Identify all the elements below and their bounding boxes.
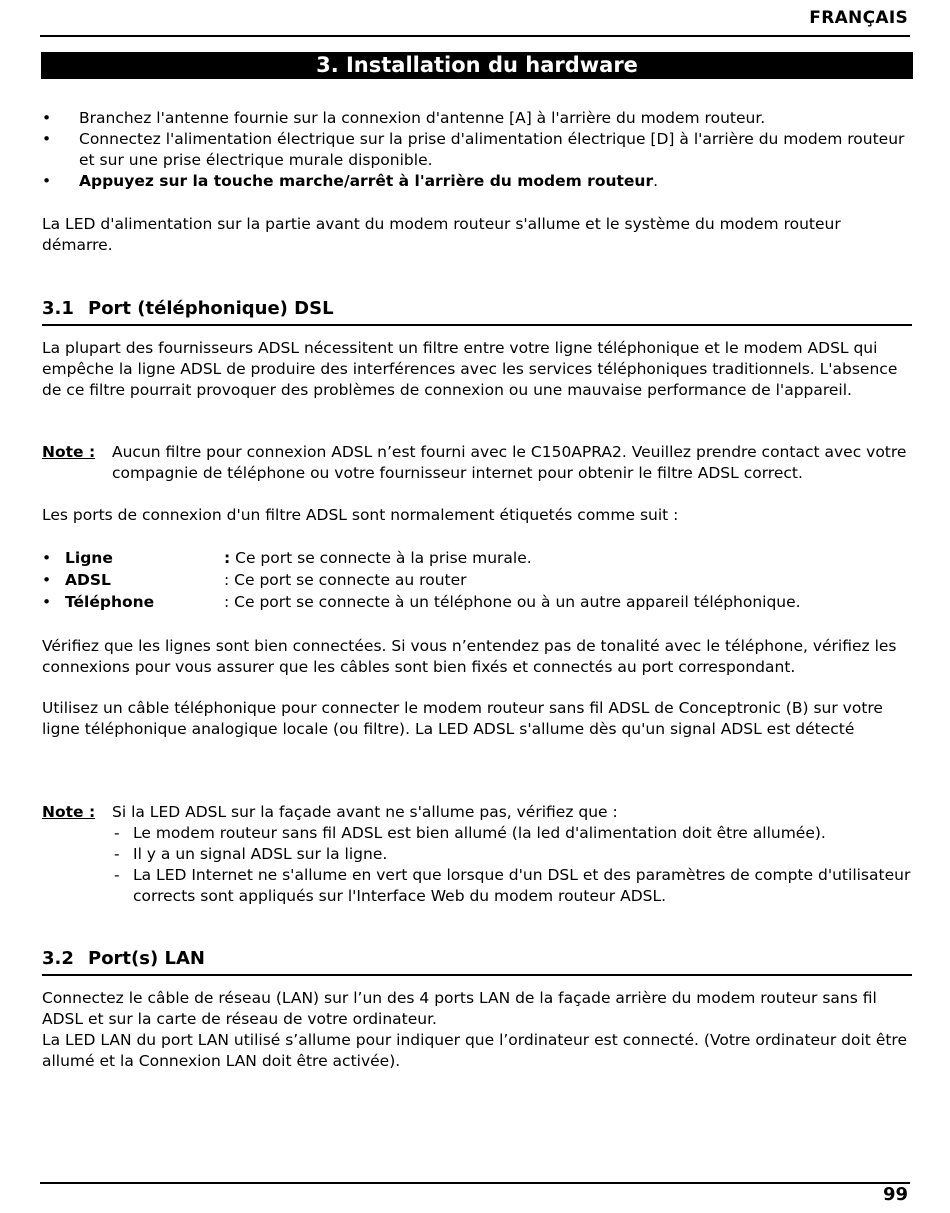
port-separator: : bbox=[224, 571, 230, 589]
list-item: • Connectez l'alimentation électrique sur la prise d'alimentation électrique [D] à l'arrière du modem routeur et sur une prise électrique murale disponible. bbox=[42, 129, 914, 171]
port-term: • Téléphone bbox=[65, 593, 155, 611]
port-term: • Ligne bbox=[65, 549, 113, 567]
language-label: FRANÇAIS bbox=[809, 8, 908, 28]
port-description bbox=[224, 570, 467, 591]
bold-instruction: Appuyez sur la touche marche/arrêt à l'arrière du modem routeur bbox=[79, 172, 654, 190]
note-label: Note : bbox=[42, 803, 96, 821]
list-item bbox=[42, 548, 914, 570]
section-heading-3-2 bbox=[42, 948, 912, 976]
list-item bbox=[42, 592, 914, 614]
paragraph-lan bbox=[42, 988, 914, 1072]
section-heading-3-1 bbox=[42, 298, 912, 326]
list-item: • Branchez l'antenne fournie sur la connexion d'antenne [A] à l'arrière du modem routeur. bbox=[42, 108, 914, 129]
section-title: Port (téléphonique) DSL bbox=[88, 298, 334, 319]
port-desc-text: Ce port se connecte à la prise murale. bbox=[230, 549, 532, 567]
section-number: 3.2 bbox=[42, 948, 74, 969]
port-separator: : bbox=[224, 593, 230, 611]
ports-list bbox=[42, 548, 914, 614]
note-intro: Si la LED ADSL sur la façade avant ne s'allume pas, vérifiez que : bbox=[112, 803, 618, 821]
note-body bbox=[112, 802, 914, 907]
port-term: • ADSL bbox=[65, 571, 111, 589]
lan-led-text: La LED LAN du port LAN utilisé s’allume pour indiquer que l’ordinateur est connecté. (Votre ordinateur doit être allumé et la Connexion LAN doit être activée). bbox=[42, 1031, 907, 1070]
ports-intro: Les ports de connexion d'un filtre ADSL sont normalement étiquetés comme suit : bbox=[42, 506, 679, 524]
note-label: Note : bbox=[42, 443, 96, 461]
port-description bbox=[224, 592, 801, 613]
list-item bbox=[42, 570, 914, 592]
header-rule bbox=[40, 35, 910, 37]
note-text: Aucun filtre pour connexion ADSL n’est fourni avec le C150APRA2. Veuillez prendre contact avec votre compagnie de téléphone ou votre fournisseur internet pour obtenir le filtre ADSL correct. bbox=[112, 443, 907, 482]
list-item: - Il y a un signal ADSL sur la ligne. bbox=[112, 844, 914, 865]
list-item: - Le modem routeur sans fil ADSL est bien allumé (la led d'alimentation doit être allumée). bbox=[112, 823, 914, 844]
list-item bbox=[42, 171, 914, 192]
paragraph-phone-cable: Utilisez un câble téléphonique pour connecter le modem routeur sans fil ADSL de Conceptronic (B) sur votre ligne téléphonique analogique locale (ou filtre). La LED ADSL s'allume dès qu'un signal ADSL est détecté bbox=[42, 699, 883, 738]
section-number: 3.1 bbox=[42, 298, 74, 319]
chapter-title: 3. Installation du hardware bbox=[41, 52, 913, 79]
section-title: Port(s) LAN bbox=[88, 948, 205, 969]
paragraph-filter: La plupart des fournisseurs ADSL nécessitent un filtre entre votre ligne téléphonique et le modem ADSL qui empêche la ligne ADSL de produire des interférences avec les services téléphoniques traditionnels. L'absence de ce filtre pourrait provoquer des problèmes de connexion ou une mauvaise performance de l'appareil. bbox=[42, 339, 898, 399]
page-number: 99 bbox=[882, 1184, 908, 1205]
list-item: - La LED Internet ne s'allume en vert que lorsque d'un DSL et des paramètres de compte d'utilisateur corrects sont appliqués sur l'Interface Web du modem routeur ADSL. bbox=[112, 865, 914, 907]
paragraph-check-lines: Vérifiez que les lignes sont bien connectées. Si vous n’entendez pas de tonalité avec le téléphone, vérifiez les connexions pour vous assurer que les câbles sont bien fixés et connectés au port correspondant. bbox=[42, 637, 897, 676]
intro-bullet-list bbox=[42, 108, 914, 192]
lan-connect-text: Connectez le câble de réseau (LAN) sur l’un des 4 ports LAN de la façade arrière du modem routeur sans fil ADSL et sur la carte de réseau de votre ordinateur. bbox=[42, 989, 877, 1028]
instruction-period: . bbox=[653, 172, 659, 190]
note-filter bbox=[42, 442, 914, 484]
note-adsl-led bbox=[42, 802, 914, 907]
intro-paragraph: La LED d'alimentation sur la partie avant du modem routeur s'allume et le système du modem routeur démarre. bbox=[42, 215, 841, 254]
port-desc-text: Ce port se connecte à un téléphone ou à un autre appareil téléphonique. bbox=[229, 593, 801, 611]
port-separator: : bbox=[224, 549, 231, 567]
port-desc-text: Ce port se connecte au router bbox=[229, 571, 467, 589]
port-description bbox=[224, 548, 532, 569]
footer-rule bbox=[40, 1182, 910, 1184]
